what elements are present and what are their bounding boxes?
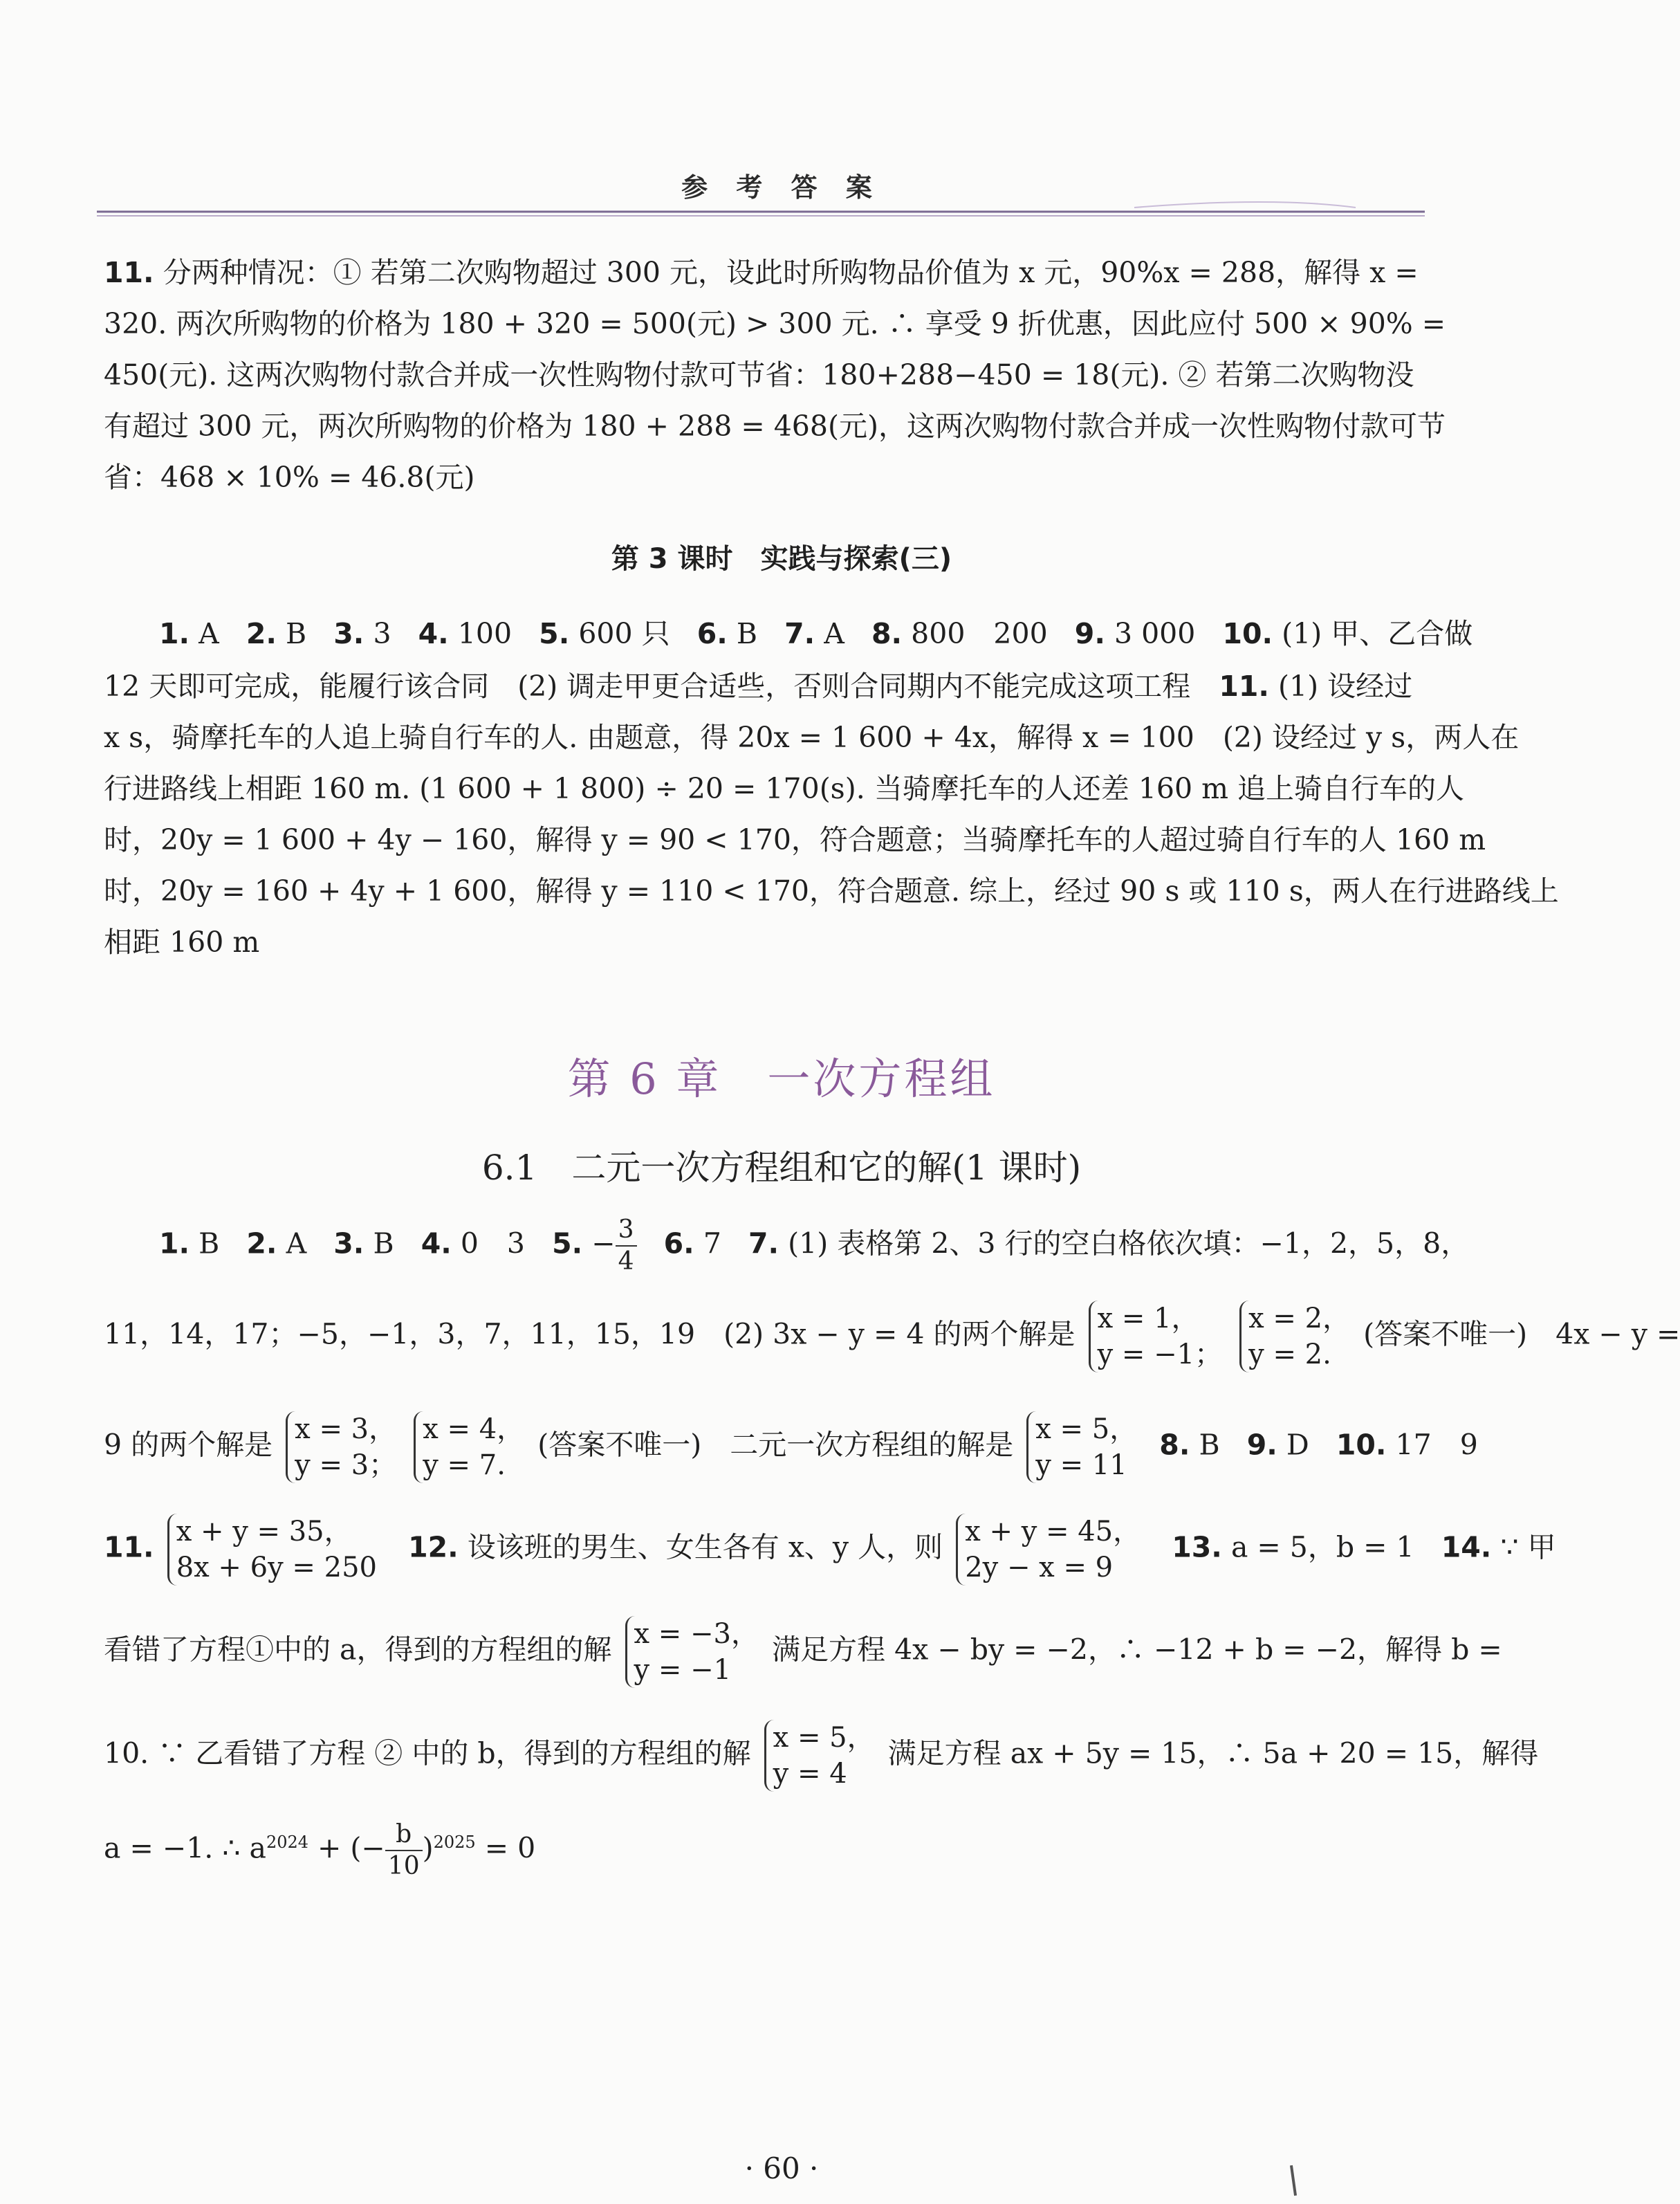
text: ∵ 甲 <box>1500 1530 1556 1564</box>
fraction-denominator: 10 <box>387 1852 420 1880</box>
answer: 800 200 <box>911 617 1048 650</box>
answer-number: 1. <box>159 617 190 650</box>
text: 10. ∵ 乙看错了方程 ② 中的 b，得到的方程组的解 <box>104 1736 751 1770</box>
equation: y = 2. <box>1248 1339 1331 1370</box>
answer: B <box>373 1227 394 1260</box>
exponent: 2025 <box>433 1832 476 1852</box>
answer: a = 5，b = 1 <box>1230 1530 1414 1564</box>
answer: 17 9 <box>1395 1428 1478 1462</box>
equation-system <box>1089 1301 1223 1372</box>
equation: 2y − x = 9 <box>965 1552 1114 1583</box>
text: (答案不唯一) 二元一次方程组的解是 <box>537 1428 1014 1462</box>
answer-number: 7. <box>784 617 815 650</box>
answer-number: 7. <box>748 1227 779 1260</box>
text: 满足方程 ax + 5y = 15，∴ 5a + 20 = 15，解得 <box>887 1736 1539 1770</box>
answer: − <box>591 1227 616 1260</box>
q11-line-2: 320. 两次所购物的价格为 180 + 320 = 500(元) > 300 元. ∴ 享受 9 折优惠，因此应付 500 × 90% = <box>104 307 1446 340</box>
equation: x = 1， <box>1097 1303 1199 1334</box>
answer-number: 14. <box>1441 1530 1492 1564</box>
lesson3-line-5: 时，20y = 1 600 + 4y − 160，解得 y = 90 < 170，符合题意；当骑摩托车的人超过骑自行车的人 160 m <box>104 823 1486 856</box>
answer-number: 11. <box>104 1530 154 1564</box>
answer: 7 <box>703 1227 721 1260</box>
header-divider <box>97 199 1425 227</box>
equation: y = 11 <box>1035 1449 1127 1481</box>
q11-line-1 <box>104 252 1419 293</box>
equation-system <box>414 1411 524 1483</box>
q11-line-3: 450(元). 这两次购物付款合并成一次性购物付款可节省：180+288−450 = 18(元). ② 若第二次购物没 <box>104 358 1414 392</box>
answer: (1) 表格第 2、3 行的空白格依次填：−1，2，5，8， <box>788 1227 1470 1260</box>
answer: D <box>1286 1428 1309 1462</box>
text: ) <box>422 1831 434 1865</box>
answer: 3 <box>373 617 391 650</box>
answer-number: 13. <box>1172 1530 1222 1564</box>
equation: y = 4 <box>773 1758 847 1790</box>
answer: 100 <box>457 617 513 650</box>
answer-number: 9. <box>1074 617 1105 650</box>
equation: x + y = 45， <box>965 1516 1141 1548</box>
equation: y = 3； <box>295 1449 397 1481</box>
answer-number: 8. <box>1159 1428 1190 1462</box>
lesson-title: 第 3 课时 实践与探索(三) <box>611 543 952 575</box>
answer-number: 12. <box>408 1530 459 1564</box>
equation-system <box>1026 1411 1137 1483</box>
answer-number: 2. <box>246 617 277 650</box>
s61-line-5 <box>104 1616 1502 1688</box>
answer-number: 2. <box>246 1227 277 1260</box>
equation: x = −3， <box>634 1618 759 1650</box>
text: a = −1. ∴ a <box>104 1831 266 1865</box>
equation-system <box>1239 1301 1350 1372</box>
chapter-title: 第 6 章 一次方程组 <box>567 1054 996 1104</box>
lesson3-line-1 <box>159 613 1473 654</box>
fraction-numerator: b <box>385 1819 423 1851</box>
equation-system <box>625 1616 759 1688</box>
answer: A <box>199 617 219 650</box>
lesson3-line-4: 行进路线上相距 160 m. (1 600 + 1 800) ÷ 20 = 170(s). 当骑摩托车的人还差 160 m 追上骑自行车的人 <box>104 772 1465 805</box>
lesson3-line-3: x s，骑摩托车的人追上骑自行车的人. 由题意，得 20x = 1 600 + 4x，解得 x = 100 (2) 设经过 y s，两人在 <box>104 721 1520 754</box>
s61-line-6 <box>104 1720 1538 1792</box>
answer-number: 1. <box>159 1227 190 1260</box>
equation: x = 5， <box>1035 1413 1138 1445</box>
section-title: 6.1 二元一次方程组和它的解(1 课时) <box>481 1148 1082 1188</box>
question-number: 11. <box>104 256 154 289</box>
equation: y = 7. <box>423 1449 506 1481</box>
equation-system <box>286 1411 396 1483</box>
page-number: · 60 · <box>744 2151 819 2185</box>
equation: y = −1 <box>634 1654 732 1686</box>
equation: 8x + 6y = 250 <box>176 1552 377 1583</box>
answer-number: 4. <box>421 1227 452 1260</box>
answer: 600 只 <box>578 617 670 650</box>
answer-number: 8. <box>871 617 903 650</box>
text: = 0 <box>475 1831 536 1865</box>
answer-number: 6. <box>663 1227 694 1260</box>
text: + (− <box>308 1831 385 1865</box>
answer: B <box>286 617 307 650</box>
text: (1) 设经过 <box>1278 670 1413 703</box>
answer-number: 5. <box>552 1227 583 1260</box>
answer: A <box>286 1227 307 1260</box>
header-title: 参 考 答 案 <box>681 172 882 203</box>
fraction-denominator: 4 <box>618 1247 634 1276</box>
text: 满足方程 4x − by = −2，∴ −12 + b = −2，解得 b = <box>772 1633 1502 1666</box>
s61-line-1 <box>159 1215 1469 1277</box>
answer-number: 10. <box>1222 617 1273 650</box>
s61-line-4 <box>104 1514 1556 1586</box>
answer: (1) 甲、乙合做 <box>1282 617 1473 650</box>
equation: x = 5， <box>773 1722 875 1754</box>
s61-line-3 <box>104 1411 1478 1483</box>
fraction-numerator: 3 <box>616 1215 637 1247</box>
fraction <box>616 1215 637 1277</box>
equation: x = 4， <box>423 1413 525 1445</box>
answer-number: 3. <box>333 1227 364 1260</box>
text: 看错了方程①中的 a，得到的方程组的解 <box>104 1633 612 1666</box>
answer: A <box>824 617 844 650</box>
q11-line-4: 有超过 300 元，两次所购物的价格为 180 + 288 = 468(元)，这两次购物付款合并成一次性购物付款可节 <box>104 410 1446 443</box>
text: 设该班的男生、女生各有 x、y 人，则 <box>467 1530 943 1564</box>
fraction <box>385 1819 423 1882</box>
answer: 3 000 <box>1114 617 1196 650</box>
lesson3-line-2 <box>104 665 1412 707</box>
s61-line-7 <box>104 1819 535 1882</box>
text: 分两种情况：① 若第二次购物超过 300 元，设此时所购物品价值为 x 元，90%x = 288，解得 x = <box>163 256 1419 289</box>
q11-line-5: 省：468 × 10% = 46.8(元) <box>104 461 475 494</box>
equation: x + y = 35， <box>176 1516 352 1548</box>
equation: x = 3， <box>295 1413 397 1445</box>
answer: B <box>199 1227 220 1260</box>
lesson3-line-6: 时，20y = 160 + 4y + 1 600，解得 y = 110 < 170，符合题意. 综上，经过 90 s 或 110 s，两人在行进路线上 <box>104 874 1559 908</box>
answer-number: 4. <box>418 617 449 650</box>
text: 11，14，17；−5，−1，3，7，11，15，19 (2) 3x − y = 4 的两个解是 <box>104 1317 1076 1351</box>
text: (答案不唯一) 4x − y = <box>1363 1317 1680 1351</box>
answer: B <box>736 617 758 650</box>
equation-system <box>764 1720 875 1792</box>
answer-number: 10. <box>1336 1428 1387 1462</box>
answer-number: 6. <box>696 617 728 650</box>
answer: 0 3 <box>460 1227 526 1260</box>
answer: B <box>1199 1428 1220 1462</box>
answer-number: 11. <box>1219 670 1269 703</box>
equation-system <box>956 1514 1141 1586</box>
equation: y = −1； <box>1097 1339 1223 1370</box>
answer-number: 9. <box>1246 1428 1277 1462</box>
equation-system <box>167 1514 377 1586</box>
s61-line-2 <box>104 1301 1680 1372</box>
text: 12 天即可完成，能履行该合同 (2) 调走甲更合适些，否则合同期内不能完成这项工程 <box>104 670 1219 703</box>
text: 9 的两个解是 <box>104 1428 273 1462</box>
lesson3-line-7: 相距 160 m <box>104 926 260 959</box>
exponent: 2024 <box>266 1832 309 1852</box>
answer-number: 5. <box>539 617 570 650</box>
answer-number: 3. <box>333 617 364 650</box>
equation: x = 2， <box>1248 1303 1351 1334</box>
